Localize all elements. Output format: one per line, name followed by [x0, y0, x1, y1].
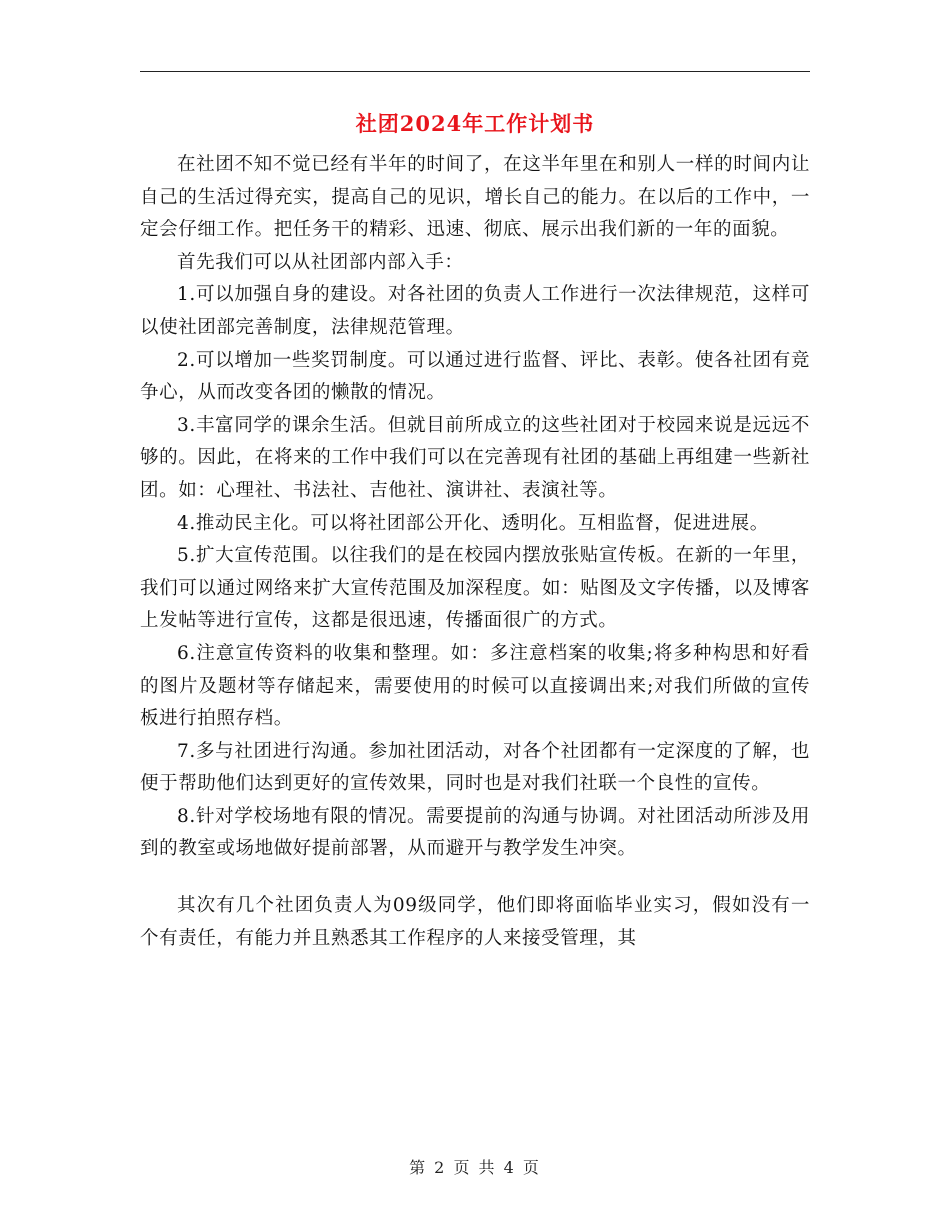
- document-title: 社团2024年工作计划书: [355, 111, 595, 136]
- document-body: [140, 149, 810, 955]
- paragraph-item-8: 8.针对学校场地有限的情况。需要提前的沟通与协调。对社团活动所涉及用到的教室或场地做好提前部署，从而避开与教学发生冲突。: [140, 805, 810, 860]
- page-number: 第 2 页 共 4 页: [409, 1158, 541, 1177]
- paragraph-item-7: 7.多与社团进行沟通。参加社团活动，对各个社团都有一定深度的了解，也便于帮助他们达到更好的宣传效果，同时也是对我们社联一个良性的宣传。: [140, 740, 810, 795]
- paragraph-lead: 首先我们可以从社团部内部入手：: [177, 251, 464, 273]
- paragraph-item-6: 6.注意宣传资料的收集和整理。如：多注意档案的收集;将多种构思和好看的图片及题材等存储起来，需要使用的时候可以直接调出来;对我们所做的宣传板进行拍照存档。: [140, 642, 810, 730]
- paragraph-item-3: 3.丰富同学的课余生活。但就目前所成立的这些社团对于校园来说是远远不够的。因此，在将来的工作中我们可以在完善现有社团的基础上再组建一些新社团。如：心理社、书法社、吉他社、演讲社、表演社等。: [140, 414, 810, 501]
- paragraph-item-2: 2.可以增加一些奖罚制度。可以通过进行监督、评比、表彰。使各社团有竞争心，从而改变各团的懒散的情况。: [140, 349, 810, 404]
- paragraph-item-4: 4.推动民主化。可以将社团部公开化、透明化。互相监督，促进进展。: [177, 512, 769, 534]
- paragraph-intro: 在社团不知不觉已经有半年的时间了，在这半年里在和别人一样的时间内让自己的生活过得充实，提高自己的见识，增长自己的能力。在以后的工作中，一定会仔细工作。把任务干的精彩、迅速、彻底、展示出我们新的一年的面貌。: [140, 154, 810, 241]
- paragraph-item-1: 1.可以加强自身的建设。对各社团的负责人工作进行一次法律规范，这样可以使社团部完善制度，法律规范管理。: [140, 284, 810, 338]
- header-rule: [140, 71, 810, 72]
- paragraph-next: 其次有几个社团负责人为09级同学，他们即将面临毕业实习，假如没有一个有责任，有能力并且熟悉其工作程序的人来接受管理，其: [140, 895, 810, 949]
- paragraph-item-5: 5.扩大宣传范围。以往我们的是在校园内摆放张贴宣传板。在新的一年里，我们可以通过网络来扩大宣传范围及加深程度。如：贴图及文字传播，以及博客上发帖等进行宣传，这都是很迅速，传播面很广的方式。: [140, 545, 810, 632]
